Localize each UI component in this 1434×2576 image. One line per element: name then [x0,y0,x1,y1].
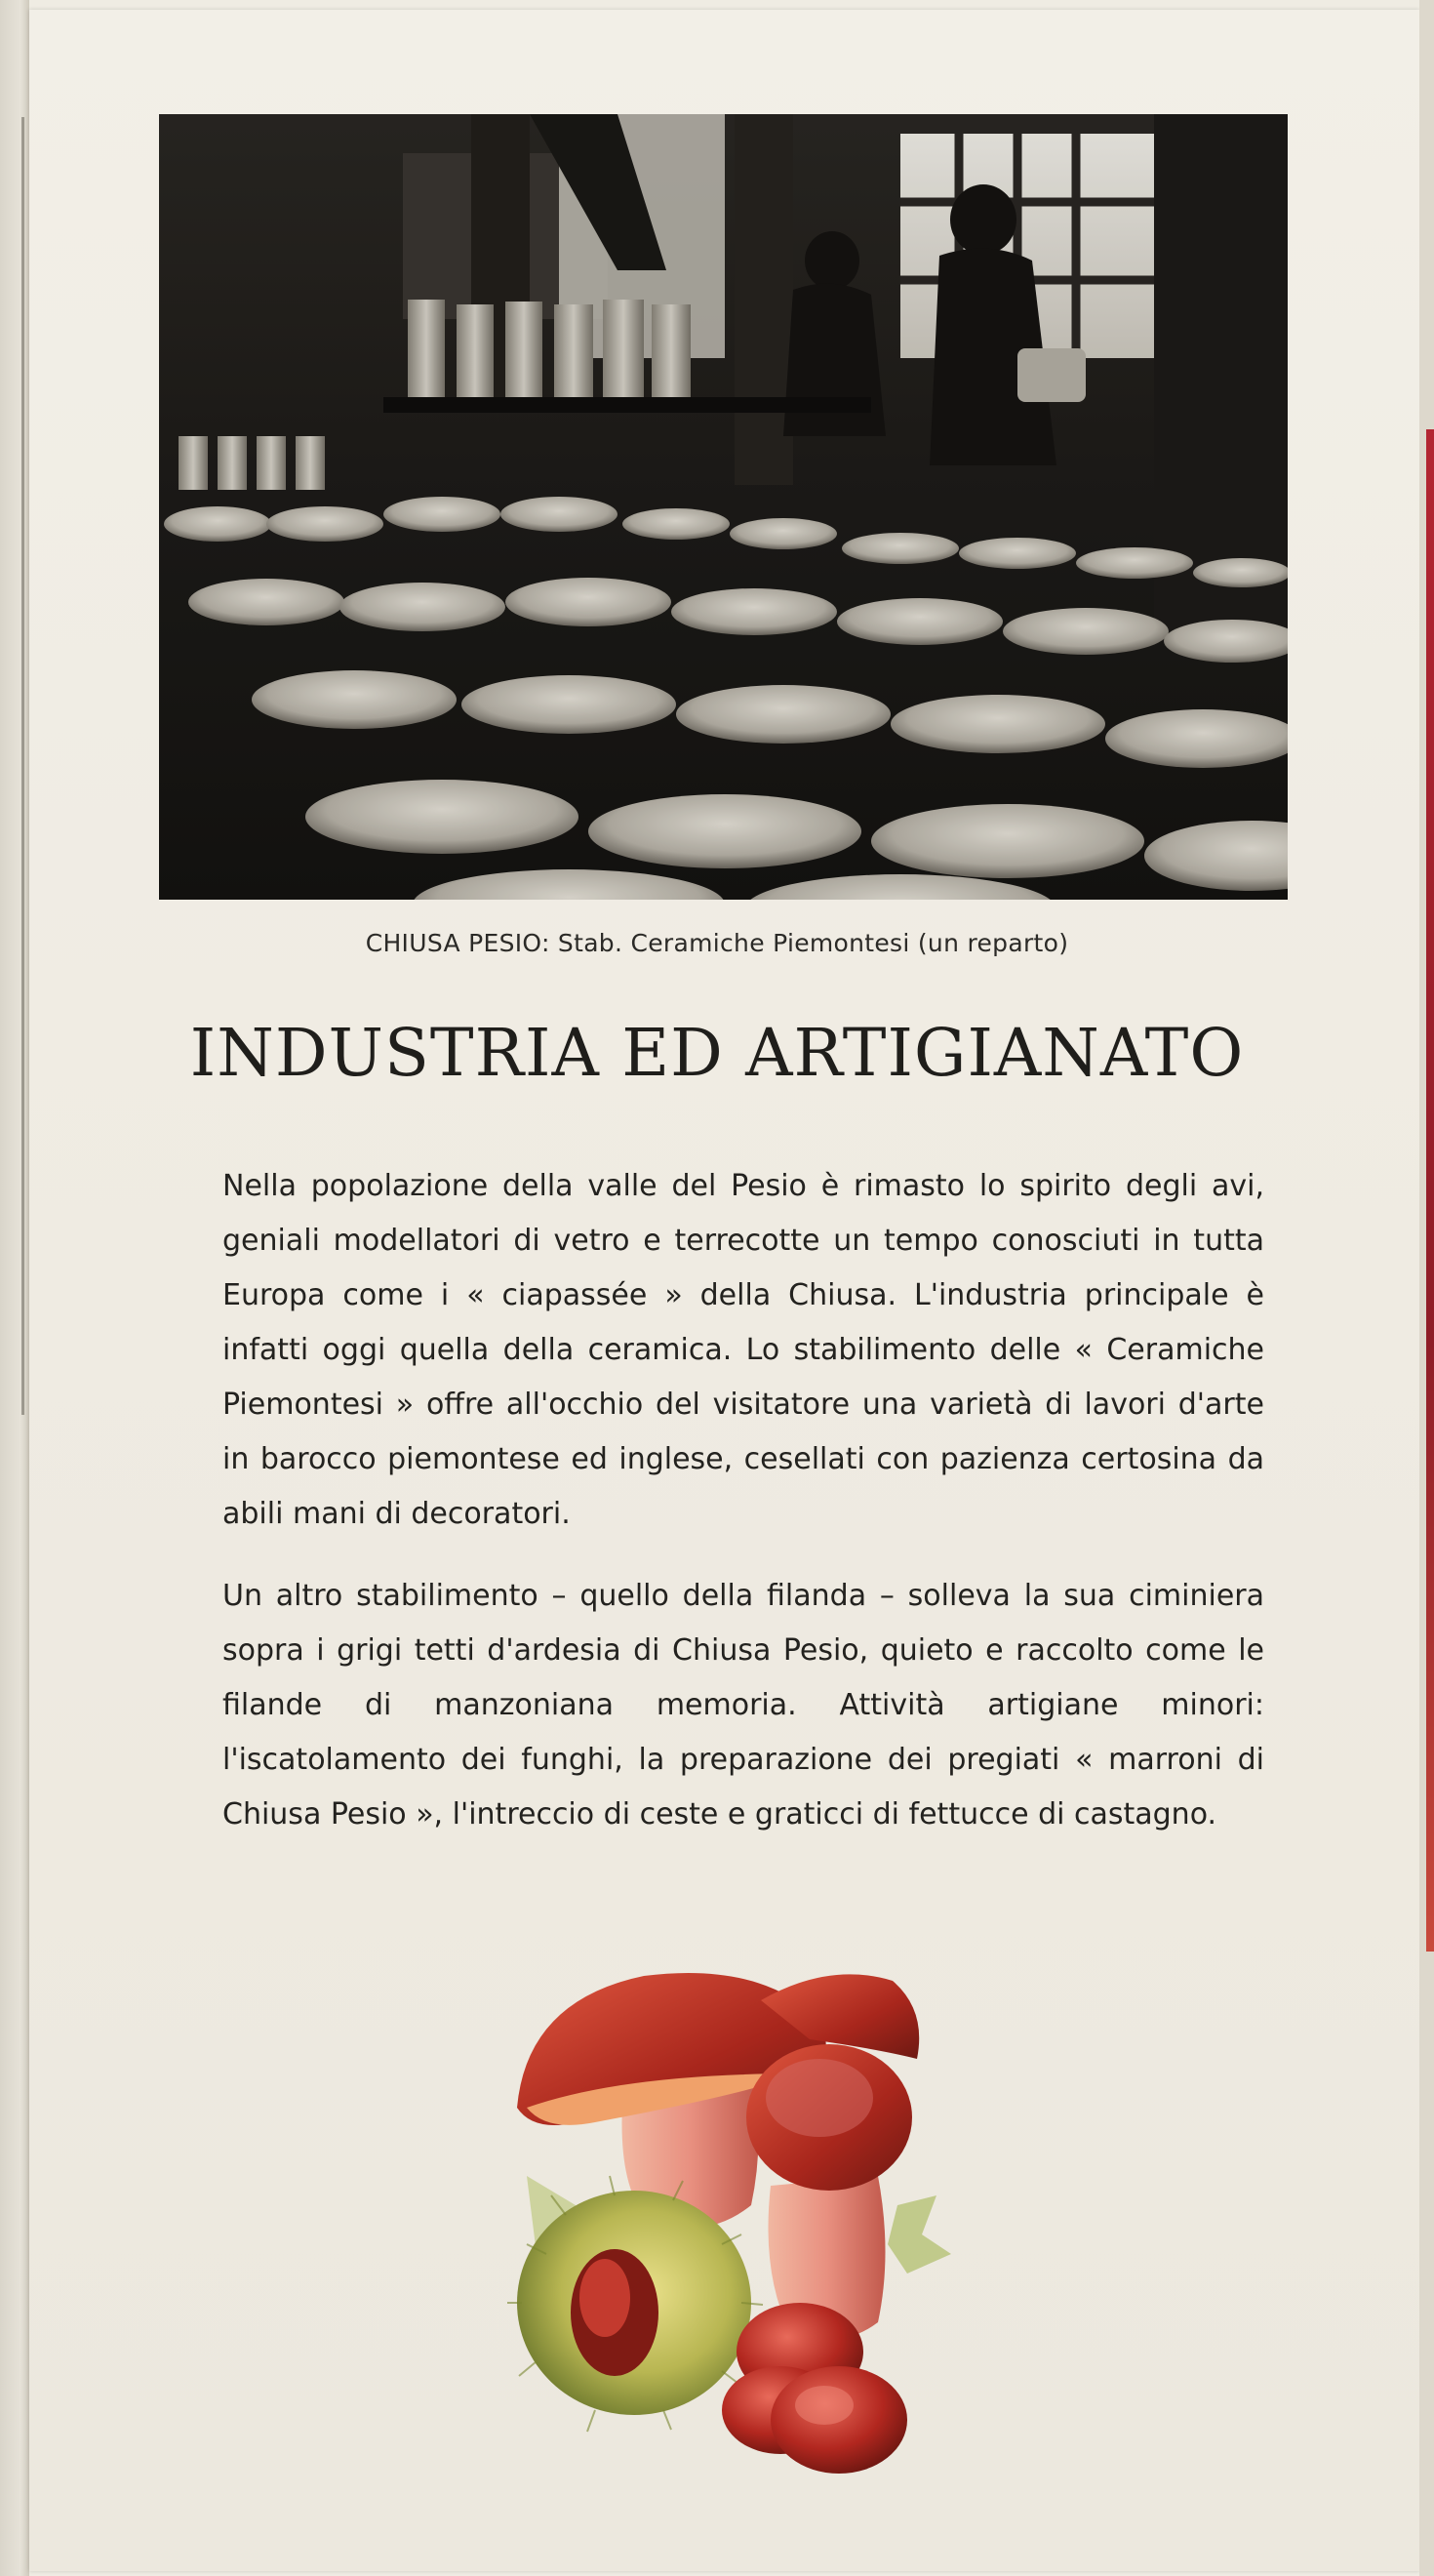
page-title: INDUSTRIA ED ARTIGIANATO [189,1015,1245,1091]
binding-shadow-line [21,117,24,1415]
mushroom-and-chestnut-illustration [507,1961,956,2478]
page-binding-edge [0,0,29,2576]
adjacent-page-red-edge [1426,429,1434,1952]
body-paragraph-1: Nella popolazione della valle del Pesio è rimasto lo spirito degli avi, geniali modellatori di vetro e terrecotte un tempo conosciuti in tutta Europa come i « ciapassée » della Chiusa. L'industria principale è infatti oggi quella della ceramica. Lo stabilimento delle « Ceramiche Piemontesi » offre all'occhio del visitatore una varietà di lavori d'arte in barocco piemontese ed inglese, cesellati con pazienza certosina da abili mani di decoratori. [222,1169,1264,1531]
illustration-icon [507,1961,956,2478]
photo-caption: CHIUSA PESIO: Stab. Ceramiche Piemontesi (un reparto) [365,929,1069,957]
body-paragraph-2: Un altro stabilimento – quello della filanda – solleva la sua ciminiera sopra i grigi tetti d'ardesia di Chiusa Pesio, quieto e raccolto come le filande di manzoniana memoria. Attività artigiane minori: l'iscatolamento dei funghi, la preparazione dei pregiati « marroni di Chiusa Pesio », l'intreccio di ceste e graticci di fettucce di castagno. [222,1579,1264,1831]
photo-ceramics-factory [159,114,1288,900]
photo-image [159,114,1288,900]
